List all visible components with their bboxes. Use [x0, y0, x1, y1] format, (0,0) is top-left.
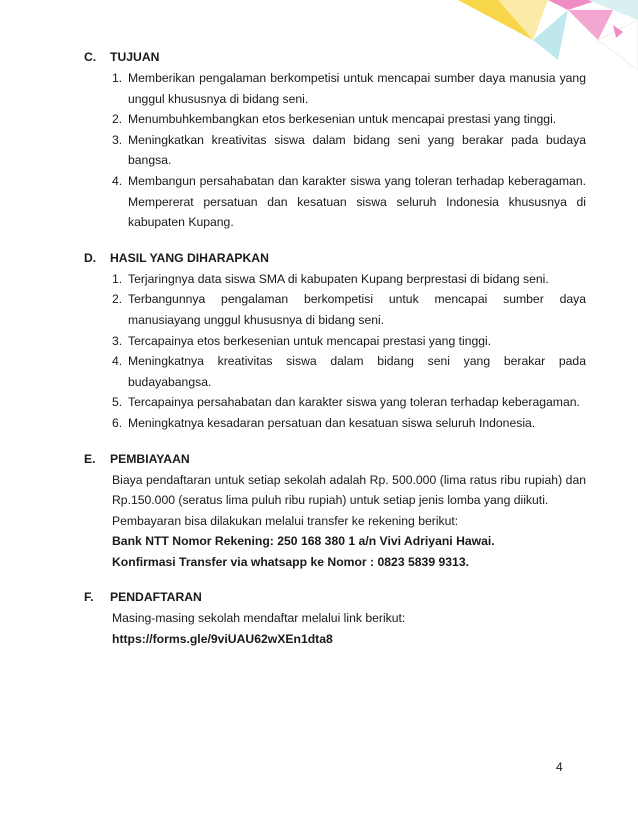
- registration-link[interactable]: https://forms.gle/9viUAU62wXEn1dta8: [112, 632, 333, 647]
- list-item: 1. Terjaringnya data siswa SMA di kabupaten Kupang berprestasi di bidang seni.: [112, 271, 549, 286]
- section-letter: D.: [84, 250, 97, 265]
- section-letter: C.: [84, 50, 97, 64]
- page-number: 4: [556, 760, 563, 774]
- list-item: 3. Meningkatkan kreativitas siswa dalam bidang seni yang berakar pada budaya bangsa.: [112, 132, 586, 168]
- section-letter: F.: [84, 590, 94, 605]
- list-item: 2. Terbangunnya pengalaman berkompetisi untuk mencapai sumber daya manusiayang unggul khususnya di bidang seni.: [112, 292, 586, 327]
- section-title: PEMBIAYAAN: [110, 451, 190, 466]
- list-item: 4. Membangun persahabatan dan karakter siswa yang toleran terhadap keberagaman. Mempererat persatuan dan kesatuan siswa seluruh Indonesia khususnya di kabupaten Kupang.: [112, 173, 586, 230]
- section-pembiayaan: [84, 448, 586, 573]
- list-item: 4. Meningkatnya kreativitas siswa dalam bidang seni yang berakar pada budayabangsa.: [112, 354, 586, 389]
- list-item: 3. Tercapainya etos berkesenian untuk mencapai prestasi yang tinggi.: [112, 333, 492, 348]
- section-letter: E.: [84, 451, 96, 466]
- fee-paragraph: Biaya pendaftaran untuk setiap sekolah adalah Rp. 500.000 (lima ratus ribu rupiah) dan Rp.150.000 (seratus lima puluh ribu rupiah) untuk setiap jenis lomba yang diikuti.: [112, 472, 586, 508]
- transfer-confirmation: Konfirmasi Transfer via whatsapp ke Nomor : 0823 5839 9313.: [112, 554, 469, 569]
- payment-paragraph: Pembayaran bisa dilakukan melalui transfer ke rekening berikut:: [112, 513, 459, 528]
- list-item: 5. Tercapainya persahabatan dan karakter siswa yang toleran terhadap keberagaman.: [112, 395, 580, 410]
- bank-account: Bank NTT Nomor Rekening: 250 168 380 1 a/n Vivi Adriyani Hawai.: [112, 534, 495, 549]
- list-item: 1. Memberikan pengalaman berkompetisi untuk mencapai sumber daya manusia yang unggul khususnya di bidang seni.: [112, 71, 586, 106]
- registration-paragraph: Masing-masing sekolah mendaftar melalui link berikut:: [112, 611, 406, 626]
- list-item: 2. Menumbuhkembangkan etos berkesenian untuk mencapai prestasi yang tinggi.: [112, 112, 557, 127]
- list-item: 6. Meningkatnya kesadaran persatuan dan kesatuan siswa seluruh Indonesia.: [112, 415, 536, 430]
- section-hasil: [84, 247, 586, 434]
- section-tujuan: [84, 46, 586, 233]
- section-title: TUJUAN: [110, 50, 160, 64]
- section-title: PENDAFTARAN: [110, 590, 202, 605]
- section-pendaftaran: [84, 586, 586, 649]
- section-title: HASIL YANG DIHARAPKAN: [110, 250, 269, 265]
